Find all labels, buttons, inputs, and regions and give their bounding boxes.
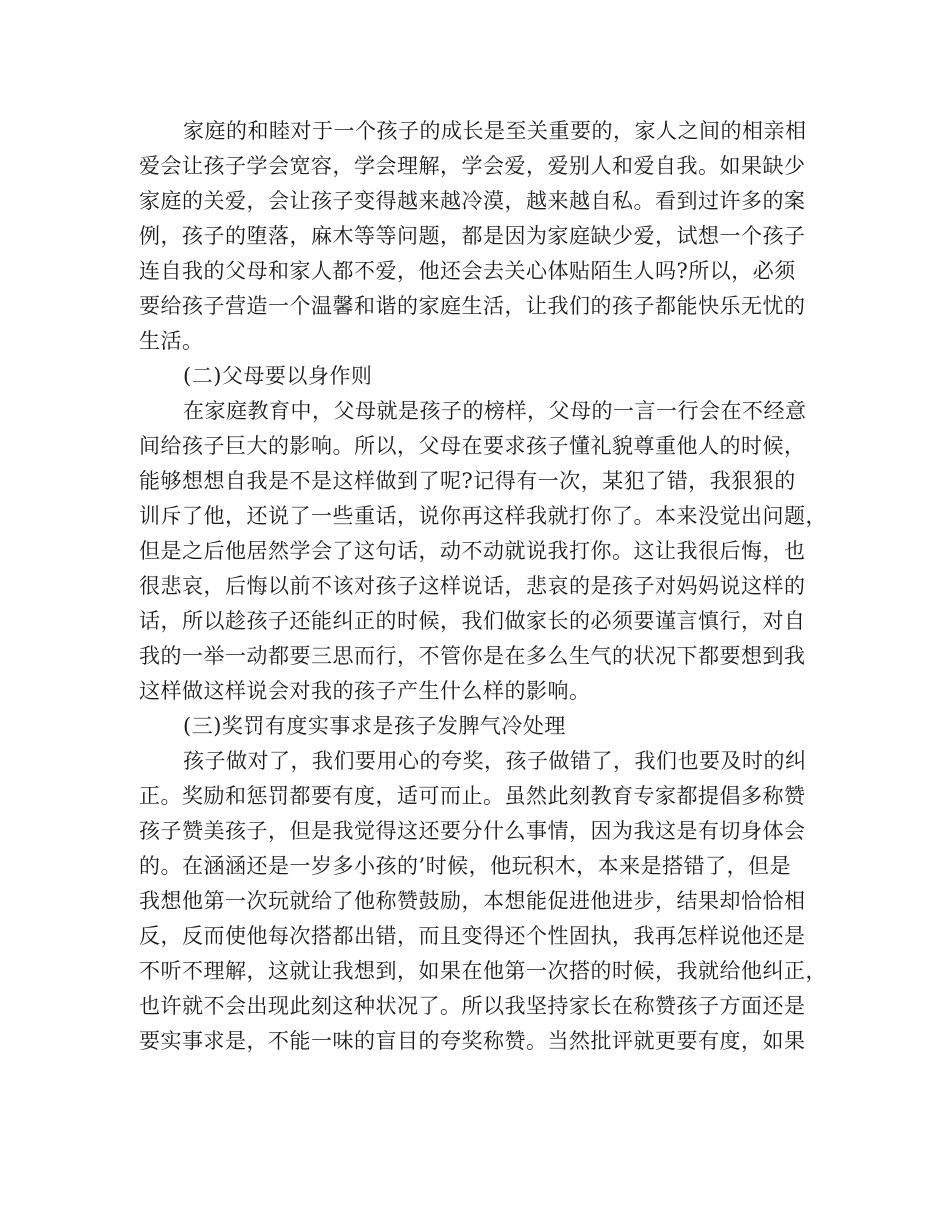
- text-line: 家庭的和睦对于一个孩子的成长是至关重要的，家人之间的相亲相: [183, 119, 807, 143]
- text-line: 正。奖励和惩罚都要有度，适可而止。虽然此刻教育专家都提倡多称赞: [139, 784, 806, 808]
- section-heading-3: (三)奖罚有度实事求是孩子发脾气冷处理: [183, 714, 566, 738]
- text-line: 这样做这样说会对我的孩子产生什么样的影响。: [139, 679, 591, 703]
- text-line: 也许就不会出现此刻这种状况了。所以我坚持家长在称赞孩子方面还是: [139, 994, 806, 1018]
- text-line: 爱会让孩子学会宽容，学会理解，学会爱，爱别人和爱自我。如果缺少: [139, 154, 806, 178]
- section-heading-2: (二)父母要以身作则: [183, 364, 373, 388]
- paragraph-reward-punishment: [139, 744, 827, 1059]
- document-body: [139, 114, 827, 1059]
- text-line: 要给孩子营造一个温馨和谐的家庭生活，让我们的孩子都能快乐无忧的: [139, 294, 806, 318]
- text-line: 但是之后他居然学会了这句话，动不动就说我打你。这让我很后悔，也: [139, 539, 806, 563]
- text-line: 很悲哀，后悔以前不该对孩子这样说话，悲哀的是孩子对妈妈说这样的: [139, 574, 806, 598]
- text-line: 我想他第一次玩就给了他称赞鼓励，本想能促进他进步，结果却恰恰相: [139, 889, 806, 913]
- text-line: 间给孩子巨大的影响。所以，父母在要求孩子懂礼貌尊重他人的时候，: [139, 434, 806, 458]
- text-line: 能够想想自我是不是这样做到了呢?记得有一次，某犯了错，我狠狠的: [139, 469, 796, 493]
- text-line: 生活。: [139, 329, 204, 353]
- text-line: 话，所以趁孩子还能纠正的时候，我们做家长的必须要谨言慎行，对自: [139, 609, 806, 633]
- paragraph-parents-example: [139, 394, 827, 709]
- text-line: 的。在涵涵还是一岁多小孩的’时候，他玩积木，本来是搭错了，但是: [139, 854, 792, 878]
- text-line: 例，孩子的堕落，麻木等等问题，都是因为家庭缺少爱，试想一个孩子: [139, 224, 806, 248]
- text-line: 连自我的父母和家人都不爱，他还会去关心体贴陌生人吗?所以，必须: [139, 259, 796, 283]
- text-line: 在家庭教育中，父母就是孩子的榜样，父母的一言一行会在不经意: [183, 399, 807, 423]
- text-line: 家庭的关爱，会让孩子变得越来越冷漠，越来越自私。看到过许多的案: [139, 189, 806, 213]
- text-line: 反，反而使他每次搭都出错，而且变得还个性固执，我再怎样说他还是: [139, 924, 806, 948]
- text-line: 孩子做对了，我们要用心的夸奖，孩子做错了，我们也要及时的纠: [183, 749, 807, 773]
- text-line: 我的一举一动都要三思而行，不管你是在多么生气的状况下都要想到我: [139, 644, 806, 668]
- paragraph-family-harmony: [139, 114, 815, 359]
- text-line: 不听不理解，这就让我想到，如果在他第一次搭的时候，我就给他纠正，: [139, 959, 827, 983]
- text-line: 要实事求是，不能一味的盲目的夸奖称赞。当然批评就更要有度，如果: [139, 1029, 806, 1053]
- text-line: 孩子赞美孩子，但是我觉得这还要分什么事情，因为我这是有切身体会: [139, 819, 806, 843]
- text-line: 训斥了他，还说了一些重话，说你再这样我就打你了。本来没觉出问题，: [139, 504, 827, 528]
